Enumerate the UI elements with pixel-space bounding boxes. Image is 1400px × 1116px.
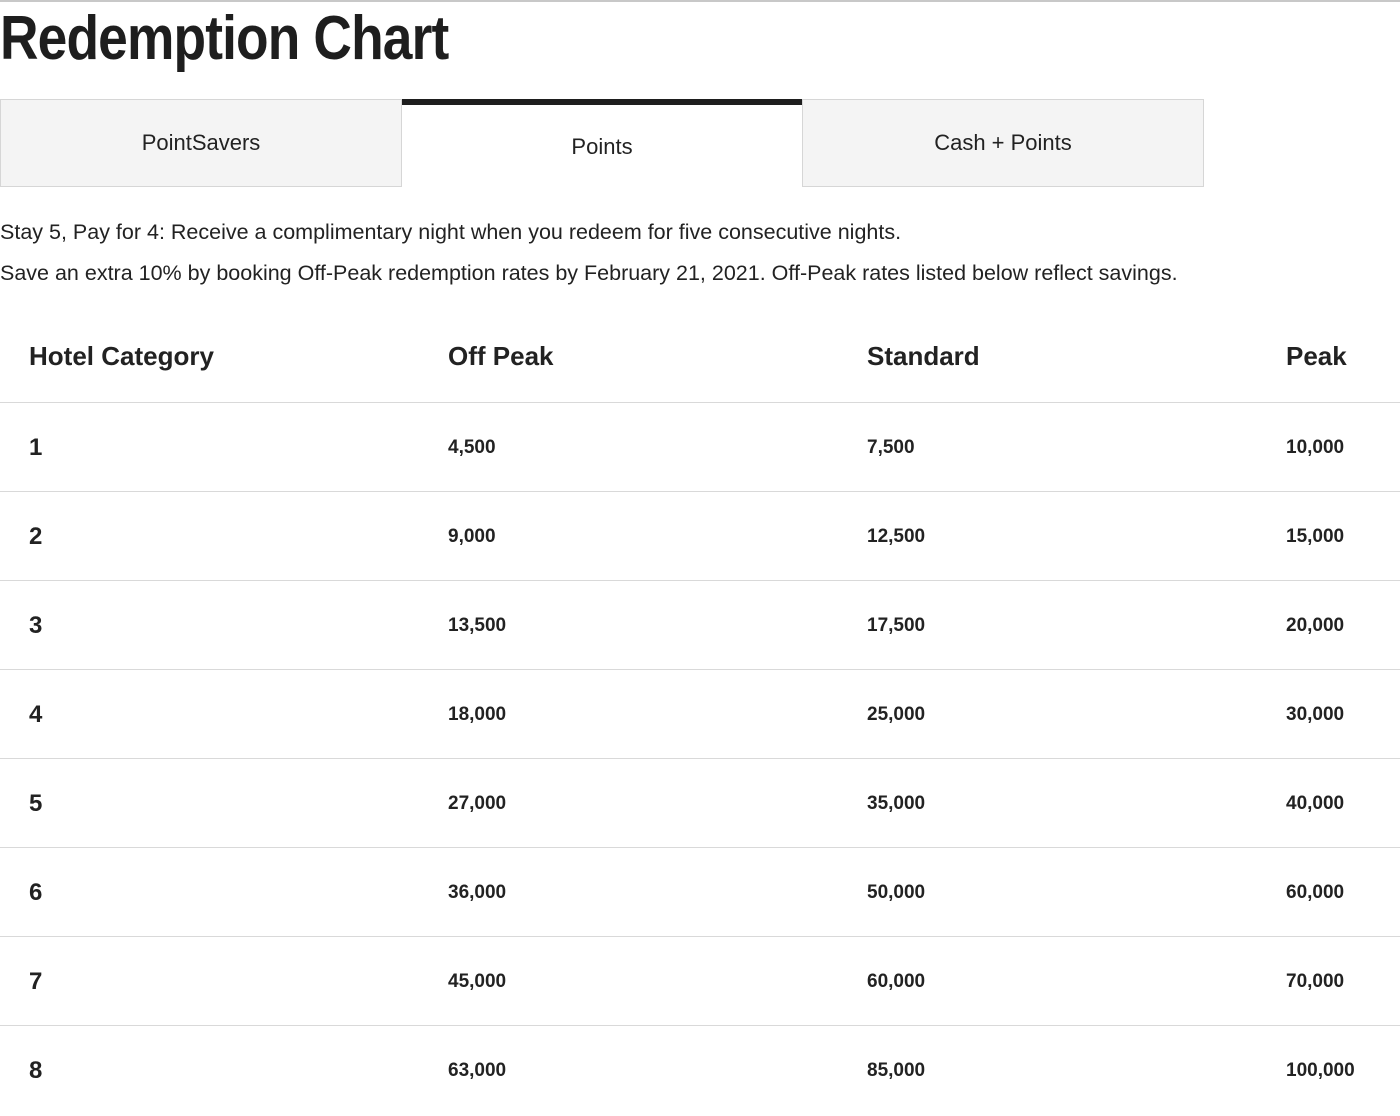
cell-off-peak: 36,000 xyxy=(448,882,507,903)
cell-peak: 60,000 xyxy=(1286,882,1345,903)
cell-category: 2 xyxy=(29,523,43,550)
cell-peak: 10,000 xyxy=(1286,437,1345,458)
table-row xyxy=(0,581,1400,670)
cell-category: 8 xyxy=(29,1057,43,1084)
table-row xyxy=(0,759,1400,848)
cell-off-peak: 18,000 xyxy=(448,704,507,725)
header-hotel-category: Hotel Category xyxy=(29,341,214,371)
cell-standard: 85,000 xyxy=(867,1060,926,1081)
cell-off-peak: 27,000 xyxy=(448,793,507,814)
table-row xyxy=(0,1026,1400,1114)
table-row xyxy=(0,670,1400,759)
cell-peak: 15,000 xyxy=(1286,526,1345,547)
cell-off-peak: 9,000 xyxy=(448,526,496,547)
header-off-peak: Off Peak xyxy=(448,341,554,371)
cell-standard: 25,000 xyxy=(867,704,926,725)
cell-peak: 40,000 xyxy=(1286,793,1345,814)
table-row xyxy=(0,492,1400,581)
table-row xyxy=(0,403,1400,492)
cell-standard: 60,000 xyxy=(867,971,926,992)
note-off-peak-savings: Save an extra 10% by booking Off-Peak redemption rates by February 21, 2021. Off-Peak rates listed below reflect savings. xyxy=(0,261,1178,285)
cell-category: 1 xyxy=(29,434,43,461)
tab-pointsavers[interactable]: PointSavers xyxy=(0,99,402,187)
cell-peak: 70,000 xyxy=(1286,971,1345,992)
cell-category: 5 xyxy=(29,790,43,817)
redemption-table xyxy=(0,312,1400,1114)
tab-points[interactable]: Points xyxy=(402,99,802,187)
cell-peak: 100,000 xyxy=(1286,1060,1355,1081)
page-title: Redemption Chart xyxy=(0,4,449,73)
cell-category: 3 xyxy=(29,612,43,639)
redemption-notes xyxy=(0,212,1400,294)
cell-category: 4 xyxy=(29,701,43,728)
note-stay-5-pay-4: Stay 5, Pay for 4: Receive a complimentary night when you redeem for five consecutive nights. xyxy=(0,220,902,244)
cell-standard: 17,500 xyxy=(867,615,926,636)
cell-off-peak: 63,000 xyxy=(448,1060,507,1081)
cell-peak: 20,000 xyxy=(1286,615,1345,636)
table-header-row xyxy=(0,312,1400,403)
cell-standard: 50,000 xyxy=(867,882,926,903)
cell-off-peak: 4,500 xyxy=(448,437,496,458)
redemption-tabs xyxy=(0,99,1204,187)
cell-off-peak: 45,000 xyxy=(448,971,507,992)
cell-category: 6 xyxy=(29,879,43,906)
cell-standard: 35,000 xyxy=(867,793,926,814)
cell-standard: 12,500 xyxy=(867,526,926,547)
cell-off-peak: 13,500 xyxy=(448,615,507,636)
cell-category: 7 xyxy=(29,968,43,995)
header-standard: Standard xyxy=(867,341,980,371)
header-peak: Peak xyxy=(1286,341,1347,371)
cell-peak: 30,000 xyxy=(1286,704,1345,725)
table-row xyxy=(0,937,1400,1026)
table-row xyxy=(0,848,1400,937)
tab-cash-plus-points[interactable]: Cash + Points xyxy=(802,99,1204,187)
cell-standard: 7,500 xyxy=(867,437,915,458)
